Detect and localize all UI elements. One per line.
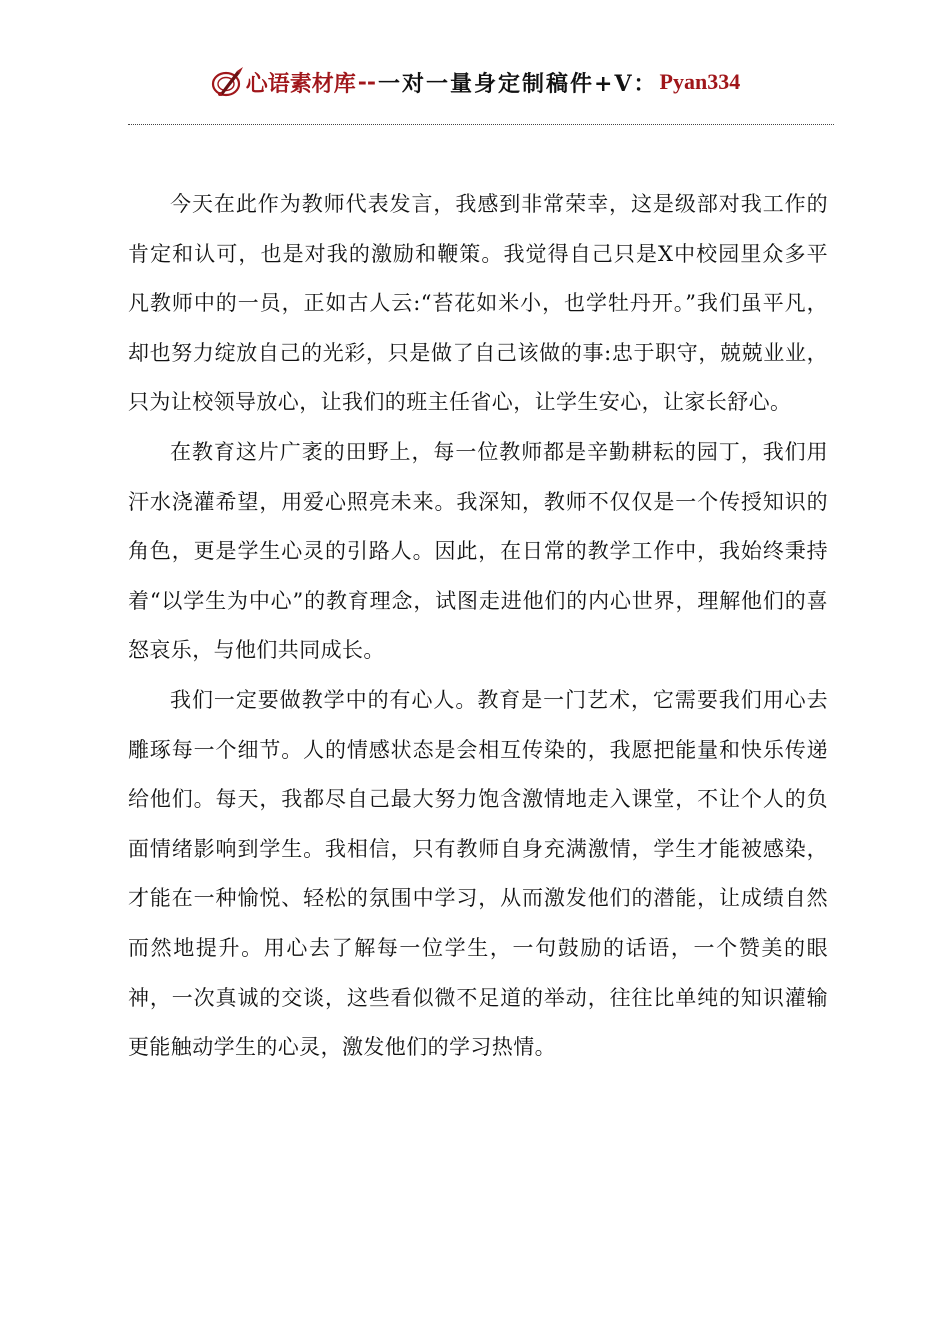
paragraph-1: 今天在此作为教师代表发言，我感到非常荣幸，这是级部对我工作的肯定和认可，也是对我的激励和鞭策。我觉得自己只是X中校园里众多平凡教师中的一员，正如古人云:“苔花如米小，也学牡丹开。”我们虽平凡，却也努力绽放自己的光彩，只是做了自己该做的事:忠于职守，兢兢业业，只为让校领导放心，让我们的班主任省心，让学生安心，让家长舒心。 — [128, 192, 828, 415]
quill-pen-icon — [210, 65, 244, 99]
header-separator: -- — [357, 69, 377, 95]
brand-name: 心语素材库 — [245, 70, 356, 97]
header-banner — [210, 65, 740, 99]
contact-id: Pyan334 — [659, 69, 741, 94]
document-body — [128, 180, 828, 1073]
header-tagline: 一对一量身定制稿件+V： — [378, 70, 658, 97]
header-divider — [128, 124, 834, 125]
paragraph-2: 在教育这片广袤的田野上，每一位教师都是辛勤耕耘的园丁，我们用汗水浇灌希望，用爱心照亮未来。我深知，教师不仅仅是一个传授知识的角色，更是学生心灵的引路人。因此，在日常的教学工作中，我始终秉持着“以学生为中心”的教育理念，试图走进他们的内心世界，理解他们的喜怒哀乐，与他们共同成长。 — [128, 439, 828, 663]
paragraph-3: 我们一定要做教学中的有心人。教育是一门艺术，它需要我们用心去雕琢每一个细节。人的情感状态是会相互传染的，我愿把能量和快乐传递给他们。每天，我都尽自己最大努力饱含激情地走入课堂，不让个人的负面情绪影响到学生。我相信，只有教师自身充满激情，学生才能被感染，才能在一种愉悦、轻松的氛围中学习，从而激发他们的潜能，让成绩自然而然地提升。用心去了解每一位学生，一句鼓励的话语，一个赞美的眼神，一次真诚的交谈，这些看似微不足道的举动，往往比单纯的知识灌输更能触动学生的心灵，激发他们的学习热情。 — [128, 687, 828, 1060]
page-header — [0, 62, 950, 102]
